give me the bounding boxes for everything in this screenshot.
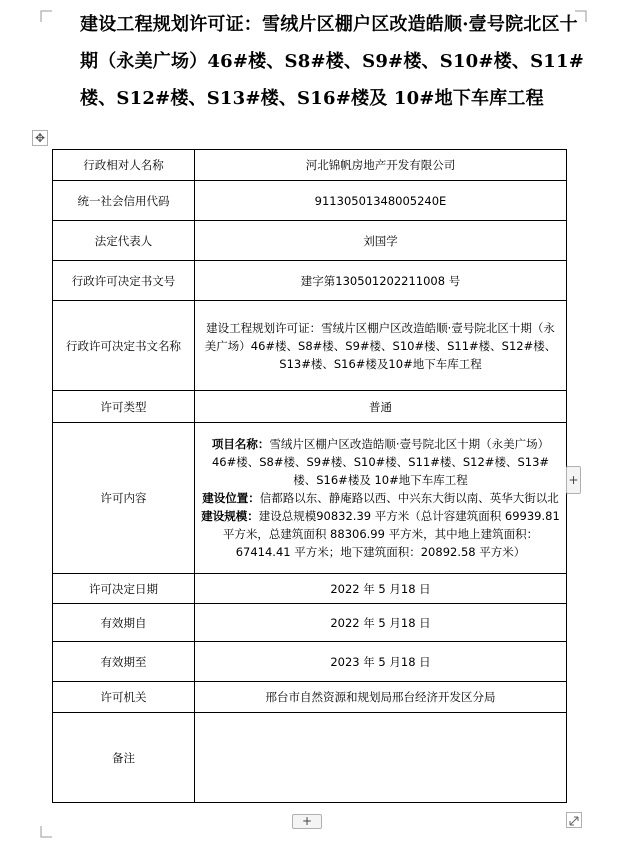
add-column-button[interactable]: + [566, 466, 581, 494]
row-value[interactable]: 2022 年 5 月18 日 [195, 574, 567, 604]
row-value[interactable]: 刘国学 [195, 221, 567, 261]
project-name-value: 雪绒片区棚户区改造皓顺·壹号院北区十期（永美广场）46#楼、S8#楼、S9#楼、S10#楼、S11#楼、S12#楼、S13#楼、S16#楼及 10#地下车库工程 [211, 437, 550, 487]
table-row [53, 391, 567, 423]
scale-label: 建设规模： [201, 509, 259, 523]
table-row [53, 181, 567, 221]
row-label: 有效期自 [53, 604, 195, 642]
location-label: 建设位置： [202, 491, 260, 505]
row-label: 法定代表人 [53, 221, 195, 261]
scale-value: 建设总规模90832.39 平方米（总计容建筑面积 69939.81 平方米，总建筑面积 88306.99 平方米，其中地上建筑面积：67414.41 平方米；地下建筑面积：20892.58 平方米） [222, 509, 560, 559]
table-row [53, 221, 567, 261]
row-value[interactable]: 建设工程规划许可证：雪绒片区棚户区改造皓顺·壹号院北区十期（永美广场）46#楼、S8#楼、S9#楼、S10#楼、S11#楼、S12#楼、S13#楼、S16#楼及10#地下车库工程 [195, 301, 567, 391]
row-label: 行政相对人名称 [53, 150, 195, 181]
row-label: 许可决定日期 [53, 574, 195, 604]
table-resize-handle-icon[interactable] [566, 812, 582, 828]
row-label: 许可内容 [53, 423, 195, 574]
table-row [53, 574, 567, 604]
table-row [53, 150, 567, 181]
row-value[interactable]: 河北锦帆房地产开发有限公司 [195, 150, 567, 181]
row-label: 统一社会信用代码 [53, 181, 195, 221]
location-value: 信都路以东、静庵路以西、中兴东大街以南、英华大街以北 [259, 491, 559, 505]
row-label: 许可类型 [53, 391, 195, 423]
table-row [53, 301, 567, 391]
row-value[interactable]: 2022 年 5 月18 日 [195, 604, 567, 642]
row-value[interactable]: 2023 年 5 月18 日 [195, 642, 567, 682]
resize-arrows-icon [567, 814, 581, 828]
page-corner-mark [40, 826, 52, 838]
row-value[interactable]: 普通 [195, 391, 567, 423]
table-move-handle-icon[interactable]: ✥ [32, 130, 48, 146]
row-label: 许可机关 [53, 682, 195, 713]
row-label: 有效期至 [53, 642, 195, 682]
row-label: 行政许可决定书文名称 [53, 301, 195, 391]
row-value[interactable]: 91130501348005240E [195, 181, 567, 221]
row-value[interactable]: 建字第130501202211008 号 [195, 261, 567, 301]
row-label: 备注 [53, 713, 195, 803]
page-corner-mark [40, 10, 52, 22]
row-label: 行政许可决定书文号 [53, 261, 195, 301]
permit-content-cell[interactable] [195, 423, 567, 574]
permit-table [52, 149, 567, 803]
document-title: 建设工程规划许可证：雪绒片区棚户区改造皓顺·壹号院北区十期（永美广场）46#楼、S8#楼、S9#楼、S10#楼、S11#楼、S12#楼、S13#楼、S16#楼及 10#地下车库工程 [80, 14, 584, 109]
project-name-label: 项目名称： [211, 437, 270, 451]
row-value[interactable]: 邢台市自然资源和规划局邢台经济开发区分局 [195, 682, 567, 713]
table-row [53, 713, 567, 803]
add-row-button[interactable]: + [292, 814, 322, 829]
table-row [53, 261, 567, 301]
table-row [53, 604, 567, 642]
row-value[interactable] [195, 713, 567, 803]
table-row [53, 423, 567, 574]
table-row [53, 682, 567, 713]
table-row [53, 642, 567, 682]
